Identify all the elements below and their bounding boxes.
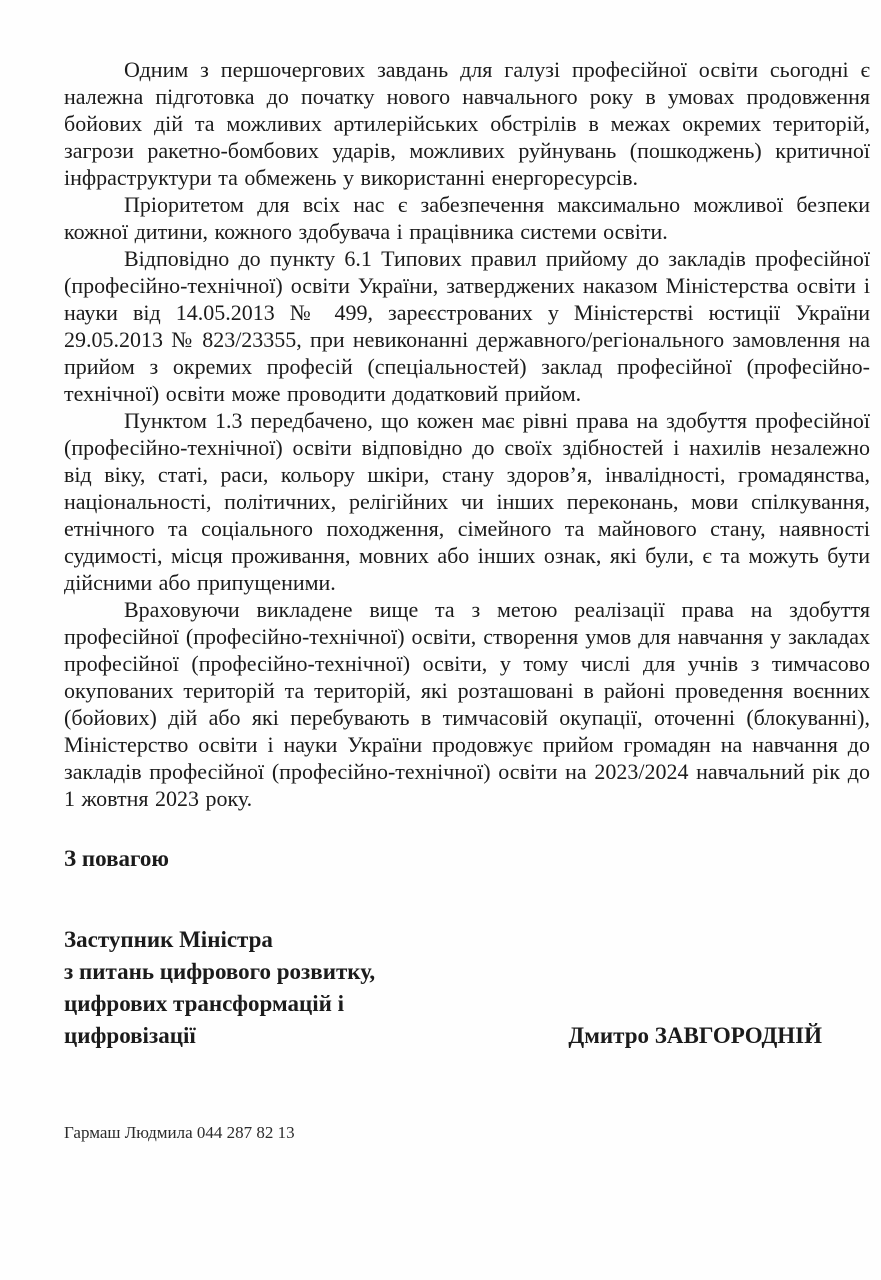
executor-contact: Гармаш Людмила 044 287 82 13	[64, 1123, 295, 1142]
paragraph-admission-rules-6-1: Відповідно до пункту 6.1 Типових правил прийому до закладів професійної (професійно-технічної) освіти України, затверджених наказом Міністерства освіти і науки від 14.05.2013 № 499, зареєстрованих у Міністерстві юстиції України 29.05.2013 № 823/23355, при невиконанні державного/регіонального замовлення на прийом з окремих професій (спеціальностей) заклад професійної (професійно-технічної) освіти може проводити додатковий прийом.	[64, 246, 870, 406]
paragraph-equal-rights-1-3: Пунктом 1.3 передбачено, що кожен має рівні права на здобуття професійної (професійно-технічної) освіти відповідно до своїх здібностей і нахилів незалежно від віку, статі, раси, кольору шкіри, стану здоров’я, інвалідності, громадянства, національності, політичних, релігійних чи інших переконань, мови спілкування, етнічного та соціального походження, сімейного та майнового стану, наявності судимості, місця проживання, мовних або інших ознак, які були, є та можуть бути дійсними або припущеними.	[64, 408, 870, 595]
signatory-name: Дмитро ЗАВГОРОДНІЙ	[568, 1023, 822, 1048]
signatory-title-line-2: з питань цифрового розвитку,	[64, 959, 376, 984]
signature-block	[64, 924, 870, 1052]
closing-salutation: З повагою	[64, 846, 169, 871]
signature-name-row	[64, 1020, 870, 1052]
paragraph-safety-priority: Пріоритетом для всіх нас є забезпечення максимально можливої безпеки кожної дитини, кожного здобувача і працівника системи освіти.	[64, 192, 870, 244]
signatory-title-line-4: цифровізації	[64, 1023, 196, 1048]
paragraph-intro-priority-tasks: Одним з першочергових завдань для галузі професійної освіти сьогодні є належна підготовка до початку нового навчального року в умовах продовження бойових дій та можливих артилерійських обстрілів в межах окремих територій, загрози ракетно-бомбових ударів, можливих руйнувань (пошкоджень) критичної інфраструктури та обмежень у використанні енергоресурсів.	[64, 57, 870, 190]
paragraph-admission-extension: Враховуючи викладене вище та з метою реалізації права на здобуття професійної (професійно-технічної) освіти, створення умов для навчання у закладах професійної (професійно-технічної) освіти, у тому числі для учнів з тимчасово окупованих територій та територій, які розташовані в районі проведення воєнних (бойових) дій або які перебувають в тимчасовій окупації, оточенні (блокуванні), Міністерство освіти і науки України продовжує прийом громадян на навчання до закладів професійної (професійно-технічної) освіти на 2023/2024 навчальний рік до 1 жовтня 2023 року.	[64, 597, 870, 811]
signatory-title-line-3: цифрових трансформацій і	[64, 991, 344, 1016]
signatory-title-line-1: Заступник Міністра	[64, 927, 273, 952]
letter-body	[64, 56, 870, 812]
